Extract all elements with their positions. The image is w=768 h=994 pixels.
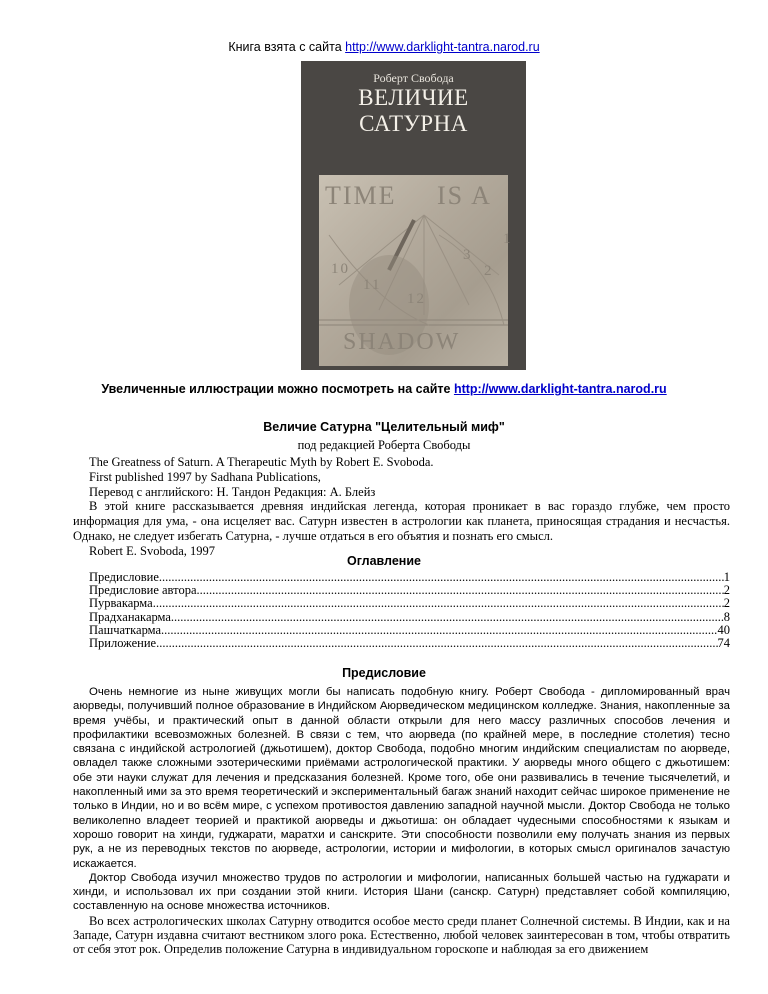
illustrations-link[interactable]: http://www.darklight-tantra.narod.ru — [453, 382, 667, 396]
preface-paragraph-3: Во всех астрологических школах Сатурну отводится особое место среди планет Солнечной системы. В Индии, как и на Западе, Сатурн издавна считают вестником злого рока. Естественно, любой человек заинтересован в том, чтобы отвратить от себя этот рок. Определив положение Сатурна в индивидуальном гороскопе и наблюдая за его движением — [73, 913, 730, 957]
toc-item[interactable] — [89, 611, 730, 624]
preface-title: Предисловие — [342, 666, 426, 680]
cover-author: Роберт Свобода — [373, 71, 454, 85]
toc-item-label: Прадханакарма — [89, 610, 171, 624]
dial-number-2: 2 — [484, 263, 494, 279]
preface-paragraph-2: Доктор Свобода изучил множество трудов по астрологии и мифологии, написанных большей частью на гуджарати и хинди, и использовал их при создании этой книги. История Шани (санскр. Сатурн) представляет собой компиляцию, составленную на основе множества источников. — [73, 871, 730, 913]
cover-title: ВЕЛИЧИЕ САТУРНА — [358, 85, 469, 136]
dial-word-shadow: SHADOW — [343, 329, 461, 355]
toc-item[interactable] — [89, 624, 730, 637]
preface-body — [73, 685, 730, 957]
dial-number-11: 11 — [363, 277, 382, 293]
dial-number-3: 3 — [463, 247, 473, 263]
toc-leader-dots — [161, 624, 717, 637]
info-line-translation: Перевод с английского: Н. Тандон Редакция: А. Блейз — [89, 484, 376, 499]
sundial-illustration — [319, 175, 513, 366]
toc-leader-dots — [197, 584, 724, 597]
toc-title: Оглавление — [347, 554, 421, 568]
toc-item-label: Предисловие — [89, 571, 159, 584]
dial-number-10: 10 — [331, 261, 350, 277]
preface-paragraph-1: Очень немногие из ныне живущих могли бы написать подобную книгу. Роберт Свобода - дипломированный врач аюрведы, получивший полное образование в Индийском Аюрведическом медицинском колледже. Знания, накопленные за время учёбы, и практический опыт в данной области открыли для него массу различных способов лечения и профилактики всевозможных болезней. В связи с тем, что аюрведа (по крайней мере, в последние столетия) тесно связана с индийской астрологией (джьотишем), доктор Свобода, подобно многим индийским специалистам по аюрведе, овладел также сложными эзотерическими приёмами астрологической практики. У аюрведы много общего с джьотишем: обе эти науки служат для лечения и предсказания болезней. Кроме того, обе они развивались в течение тысячелетий, и накопленный ими за это время теоретический и экспериментальный багаж знаний находит сейчас широкое применение не только в Индии, но и во всём мире, с успехом противостоя давлению западной научной мысли. Доктор Свобода не только великолепно владеет теорией и практикой аюрведы и джьотиша: он обладает чудесными способностями к языкам и хорошо говорит на хинди, гуджарати, маратхи и санскрите. Эти способности позволили ему получать знания из первых рук, а не из переводных текстов по аюрведе, астрологии, истории и мифологии, в которых смысл оригиналов зачастую искажается. — [73, 686, 730, 870]
annotation-paragraph: В этой книге рассказывается древняя индийская легенда, которая проникает в вас гораздо глубже, чем просто информация для ума, - она исцеляет вас. Сатурн известен в астрологии как планета, приносящая страдания и несчастья. Однако, не следует избегать Сатурна, - лучше отдаться в его объятия и познать его смысл. — [73, 499, 730, 543]
dial-word-time: TIME — [325, 181, 397, 210]
toc-leader-dots — [153, 597, 724, 610]
toc-item-page: 74 — [717, 636, 730, 650]
book-cover-image — [301, 61, 526, 370]
info-line-english-title: The Greatness of Saturn. A Therapeutic Myth by Robert E. Svoboda. — [89, 455, 434, 469]
toc-item[interactable] — [89, 637, 730, 650]
signature-line: Robert E. Svoboda, 1997 — [89, 543, 216, 558]
toc-leader-dots — [156, 637, 717, 650]
dial-number-12: 12 — [407, 291, 426, 307]
book-info — [73, 455, 730, 559]
book-title: Величие Сатурна "Целительный миф" — [263, 420, 505, 434]
toc-item-page: 8 — [723, 610, 730, 624]
toc-leader-dots — [171, 611, 724, 624]
dial-number-1: 1 — [503, 231, 513, 247]
toc-item-page: 40 — [717, 623, 730, 637]
toc-item[interactable] — [89, 584, 730, 597]
illustrations-note-text: Увеличенные иллюстрации можно посмотреть на сайте — [101, 382, 454, 396]
toc-item-label: Приложение — [89, 636, 157, 650]
toc-item-label: Пурвакарма — [89, 597, 153, 611]
source-link[interactable]: http://www.darklight-tantra.narod.ru — [345, 40, 540, 54]
toc-item-page: 1 — [723, 571, 730, 584]
source-line — [0, 40, 768, 54]
toc-item-label: Предисловие автора — [89, 584, 197, 598]
toc-item-label: Пашчаткарма — [89, 623, 162, 637]
toc-item-page: 2 — [723, 584, 730, 598]
toc-leader-dots — [159, 571, 724, 584]
source-prefix: Книга взята с сайта — [228, 40, 346, 54]
dial-word-is-a: IS A — [437, 181, 492, 210]
table-of-contents — [89, 571, 730, 650]
toc-item[interactable] — [89, 597, 730, 610]
editor-line: под редакцией Роберта Свободы — [297, 438, 471, 452]
illustrations-note — [0, 382, 768, 396]
info-line-first-published: First published 1997 by Sadhana Publications, — [89, 469, 321, 484]
toc-item[interactable] — [89, 571, 730, 584]
toc-item-page: 2 — [723, 597, 730, 611]
